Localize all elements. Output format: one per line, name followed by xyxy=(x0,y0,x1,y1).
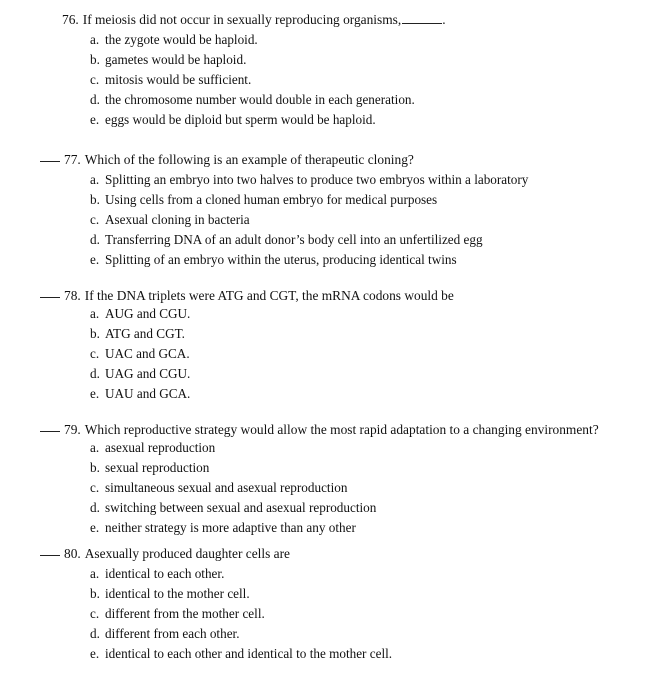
option-text: UAG and CGU. xyxy=(105,366,191,381)
option-a xyxy=(90,566,224,582)
option-d xyxy=(90,92,415,108)
question-stem xyxy=(64,152,414,168)
option-d xyxy=(90,626,240,642)
option-text: different from the mother cell. xyxy=(105,606,265,621)
question-text: Asexually produced daughter cells are xyxy=(84,546,290,561)
question-number: 80. xyxy=(64,546,81,561)
option-b xyxy=(90,326,185,342)
option-text: different from each other. xyxy=(105,626,240,641)
question-text: Which of the following is an example of therapeutic cloning? xyxy=(84,152,414,167)
option-letter: d. xyxy=(90,366,100,381)
option-letter: d. xyxy=(90,500,100,515)
option-letter: a. xyxy=(90,32,100,47)
option-c xyxy=(90,606,265,622)
option-letter: b. xyxy=(90,586,100,601)
option-text: Splitting of an embryo within the uterus, producing identical twins xyxy=(105,252,457,267)
option-text: Transferring DNA of an adult donor’s body cell into an unfertilized egg xyxy=(105,232,483,247)
option-e xyxy=(90,386,190,402)
option-d xyxy=(90,366,190,382)
option-letter: c. xyxy=(90,480,100,495)
option-letter: e. xyxy=(90,646,100,661)
option-letter: d. xyxy=(90,92,100,107)
option-text: UAU and GCA. xyxy=(105,386,191,401)
question-text: If meiosis did not occur in sexually reproducing organisms, xyxy=(82,12,402,27)
question-stem xyxy=(64,288,454,304)
option-text: Using cells from a cloned human embryo for medical purposes xyxy=(105,192,438,207)
option-text: the zygote would be haploid. xyxy=(105,32,258,47)
answer-blank xyxy=(40,161,60,162)
option-letter: e. xyxy=(90,252,100,267)
question-number: 79. xyxy=(64,422,81,437)
option-letter: e. xyxy=(90,112,100,127)
option-text: sexual reproduction xyxy=(105,460,210,475)
option-letter: a. xyxy=(90,172,100,187)
option-text: gametes would be haploid. xyxy=(105,52,247,67)
option-text: AUG and CGU. xyxy=(105,306,191,321)
option-letter: e. xyxy=(90,386,100,401)
answer-blank xyxy=(40,297,60,298)
option-text: neither strategy is more adaptive than any other xyxy=(105,520,356,535)
option-text: Splitting an embryo into two halves to produce two embryos within a laboratory xyxy=(105,172,529,187)
question-text-suffix: . xyxy=(442,12,446,27)
option-text: ATG and CGT. xyxy=(105,326,185,341)
option-letter: a. xyxy=(90,306,100,321)
option-letter: c. xyxy=(90,212,100,227)
option-letter: c. xyxy=(90,606,100,621)
option-letter: b. xyxy=(90,52,100,67)
option-a xyxy=(90,172,528,188)
option-letter: e. xyxy=(90,520,100,535)
option-a xyxy=(90,440,215,456)
question-number: 76. xyxy=(62,12,79,27)
option-e xyxy=(90,112,376,128)
option-text: the chromosome number would double in each generation. xyxy=(105,92,415,107)
answer-blank xyxy=(40,431,60,432)
question-text: If the DNA triplets were ATG and CGT, the mRNA codons would be xyxy=(84,288,454,303)
question-text: Which reproductive strategy would allow the most rapid adaptation to a changing environment? xyxy=(84,422,599,437)
option-letter: d. xyxy=(90,626,100,641)
option-e xyxy=(90,646,392,662)
option-c xyxy=(90,72,251,88)
option-text: UAC and GCA. xyxy=(105,346,190,361)
option-letter: d. xyxy=(90,232,100,247)
option-e xyxy=(90,252,457,268)
answer-blank xyxy=(40,555,60,556)
option-b xyxy=(90,586,250,602)
option-d xyxy=(90,500,376,516)
option-b xyxy=(90,192,437,208)
option-b xyxy=(90,52,246,68)
question-number: 77. xyxy=(64,152,81,167)
option-c xyxy=(90,212,250,228)
option-b xyxy=(90,460,209,476)
option-letter: b. xyxy=(90,192,100,207)
option-a xyxy=(90,32,258,48)
option-text: eggs would be diploid but sperm would be haploid. xyxy=(105,112,376,127)
option-a xyxy=(90,306,190,322)
option-letter: c. xyxy=(90,346,100,361)
option-text: mitosis would be sufficient. xyxy=(105,72,252,87)
option-text: switching between sexual and asexual reproduction xyxy=(105,500,377,515)
option-c xyxy=(90,480,347,496)
option-letter: c. xyxy=(90,72,100,87)
option-text: simultaneous sexual and asexual reproduction xyxy=(105,480,348,495)
option-text: identical to each other. xyxy=(105,566,225,581)
option-letter: b. xyxy=(90,460,100,475)
option-text: Asexual cloning in bacteria xyxy=(105,212,250,227)
question-stem xyxy=(62,12,446,28)
option-letter: b. xyxy=(90,326,100,341)
question-stem xyxy=(64,422,599,438)
option-text: identical to each other and identical to the mother cell. xyxy=(105,646,393,661)
option-text: identical to the mother cell. xyxy=(105,586,250,601)
answer-blank-inline xyxy=(402,23,442,24)
option-text: asexual reproduction xyxy=(105,440,216,455)
option-letter: a. xyxy=(90,566,100,581)
option-letter: a. xyxy=(90,440,100,455)
question-stem xyxy=(64,546,290,562)
option-c xyxy=(90,346,190,362)
option-d xyxy=(90,232,483,248)
question-number: 78. xyxy=(64,288,81,303)
option-e xyxy=(90,520,356,536)
